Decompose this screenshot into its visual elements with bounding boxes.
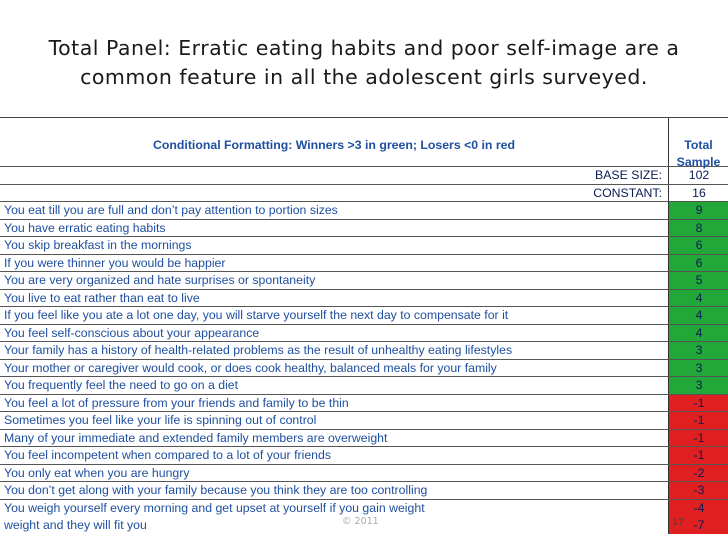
table-row-value: -1 [668, 412, 728, 429]
table-row-label: You feel incompetent when compared to a lot of your friends [4, 448, 331, 462]
table-row-value: -3 [668, 482, 728, 499]
table-row-value: -4 [668, 500, 728, 517]
base-size-value: 102 [668, 167, 728, 184]
table-row-value: 9 [668, 202, 728, 219]
table-row-label: Your mother or caregiver would cook, or does cook healthy, balanced meals for your family [4, 360, 497, 375]
table-row-label: You live to eat rather than eat to live [4, 290, 200, 305]
table-row-label: You skip breakfast in the mornings [4, 238, 192, 252]
conditional-formatting-note: Conditional Formatting: Winners >3 in green; Losers <0 in red [152, 138, 515, 152]
table-row-label: Many of your immediate and extended family members are overweight [4, 430, 388, 445]
column-header-total-sample: Total Sample [668, 118, 728, 166]
table-row-label: Your family has a history of health-related problems as the result of unhealthy eating lifestyles [4, 343, 513, 357]
table-row-label: You are very organized and hate surprises or spontaneity [4, 273, 316, 287]
table-row-label: weight and they will fit you [4, 517, 147, 532]
table-row-value: 4 [668, 290, 728, 307]
table-row-label: Sometimes you feel like your life is spinning out of control [4, 413, 317, 427]
table-row-label: You feel a lot of pressure from your friends and family to be thin [4, 395, 349, 410]
table-row-label: You weigh yourself every morning and get upset at yourself if you gain weight [4, 500, 425, 515]
table-row-value: -1 [668, 430, 728, 447]
constant-value: 16 [668, 185, 728, 202]
table-row-label: You don’t get along with your family because you think they are too controlling [4, 483, 428, 497]
table-row-label: You have erratic eating habits [4, 220, 166, 235]
table-row-value: 5 [668, 272, 728, 289]
footer-copyright: © 2011 [342, 516, 379, 527]
table-row-label: You frequently feel the need to go on a diet [4, 378, 239, 392]
table-row-value: -1 [668, 447, 728, 464]
table-row-value: 3 [668, 360, 728, 377]
constant-label: CONSTANT: [593, 185, 662, 200]
base-size-label: BASE SIZE: [595, 168, 662, 182]
table-row-value: 6 [668, 237, 728, 254]
table-row-value: -2 [668, 465, 728, 482]
slide-title: Total Panel: Erratic eating habits and poor self-image are a common feature in all the adolescent girls surveyed. [48, 36, 680, 89]
table-row-value: -1 [668, 395, 728, 412]
table-row-value: 4 [668, 325, 728, 342]
table-row-value: 3 [668, 377, 728, 394]
table-row-label: You only eat when you are hungry [4, 465, 190, 480]
footer-page-number: 17 [672, 517, 685, 528]
base-size-row [0, 167, 728, 185]
table-row-label: If you were thinner you would be happier [4, 255, 226, 270]
constant-row [0, 185, 728, 203]
table-row-label: You feel self-conscious about your appearance [4, 325, 260, 340]
table-row-label: You eat till you are full and don’t pay attention to portion sizes [4, 203, 338, 217]
table-row-value: 4 [668, 307, 728, 324]
table-row-label: If you feel like you ate a lot one day, you will starve yourself the next day to compensate for it [4, 308, 509, 322]
table-header-row [0, 118, 728, 167]
table-row-value: 8 [668, 220, 728, 237]
table-row-value: 6 [668, 255, 728, 272]
results-table [0, 117, 728, 534]
table-row-value: 3 [668, 342, 728, 359]
table-row-value: -7 [668, 517, 728, 534]
